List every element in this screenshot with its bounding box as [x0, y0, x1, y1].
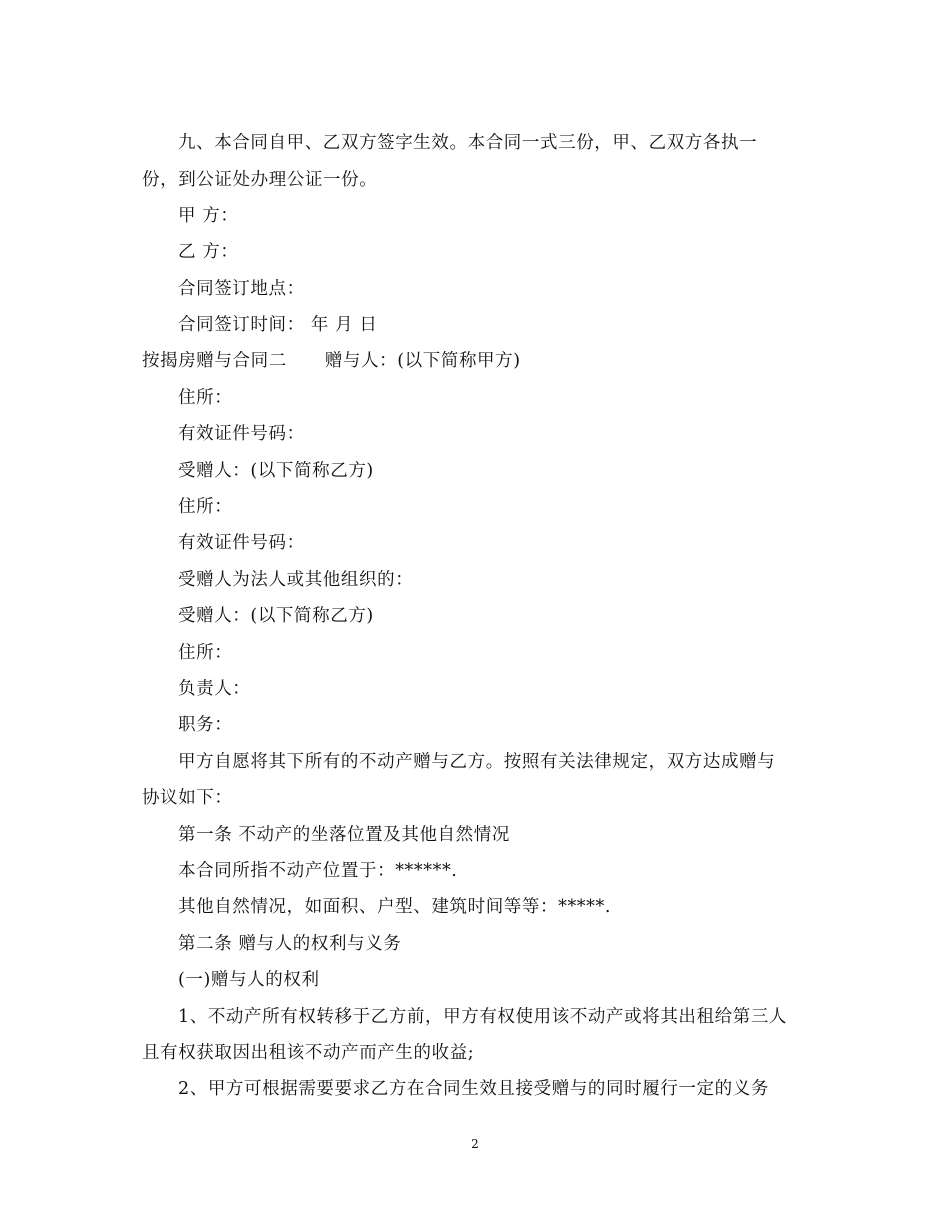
donee-id-label: 有效证件号码： — [178, 533, 305, 553]
article-one-heading: 第一条 不动产的坐落位置及其他自然情况 — [178, 825, 510, 845]
donor-rights-heading: (一)赠与人的权利 — [178, 970, 320, 990]
property-details-line: 其他自然情况，如面积、户型、建筑时间等等：*****. — [178, 897, 612, 917]
article-two-heading: 第二条 赠与人的权利与义务 — [178, 934, 402, 954]
party-b-signature-label: 乙 方： — [178, 242, 239, 262]
agreement-intro-line-1: 甲方自愿将其下所有的不动产赠与乙方。按照有关法律规定，双方达成赠与 — [178, 752, 776, 772]
signing-date-label: 合同签订时间： 年 月 日 — [178, 315, 378, 335]
position-label: 职务： — [178, 715, 233, 735]
donor-right-two-line-1: 2、甲方可根据需要要求乙方在合同生效且接受赠与的同时履行一定的义务 — [178, 1079, 769, 1099]
donor-right-one-line-2: 且有权获取因出租该不动产而产生的收益; — [142, 1043, 475, 1063]
donor-id-label: 有效证件号码： — [178, 424, 305, 444]
contract-two-title: 按揭房赠与合同二 — [142, 351, 287, 371]
clause-nine-line-1: 九、本合同自甲、乙双方签字生效。本合同一式三份，甲、乙双方各执一 — [178, 133, 758, 153]
party-a-signature-label: 甲 方： — [178, 206, 239, 226]
donee-label: 受赠人：(以下简称乙方) — [178, 461, 374, 481]
donee-org-address-label: 住所： — [178, 643, 233, 663]
donee-address-label: 住所： — [178, 497, 233, 517]
responsible-person-label: 负责人： — [178, 679, 251, 699]
page-number: 2 — [471, 1137, 479, 1151]
donee-organization-label: 受赠人为法人或其他组织的： — [178, 570, 414, 590]
contract-two-heading-line — [142, 349, 521, 373]
donor-label: 赠与人：(以下简称甲方) — [324, 351, 521, 371]
signing-place-label: 合同签订地点： — [178, 279, 305, 299]
donor-address-label: 住所： — [178, 388, 233, 408]
property-location-line: 本合同所指不动产位置于：******. — [178, 861, 458, 881]
clause-nine-line-2: 份，到公证处办理公证一份。 — [142, 170, 378, 190]
donor-right-one-line-1: 1、不动产所有权转移于乙方前，甲方有权使用该不动产或将其出租给第三人 — [178, 1007, 788, 1027]
donee-org-label: 受赠人：(以下简称乙方) — [178, 606, 374, 626]
agreement-intro-line-2: 协议如下： — [142, 788, 233, 808]
